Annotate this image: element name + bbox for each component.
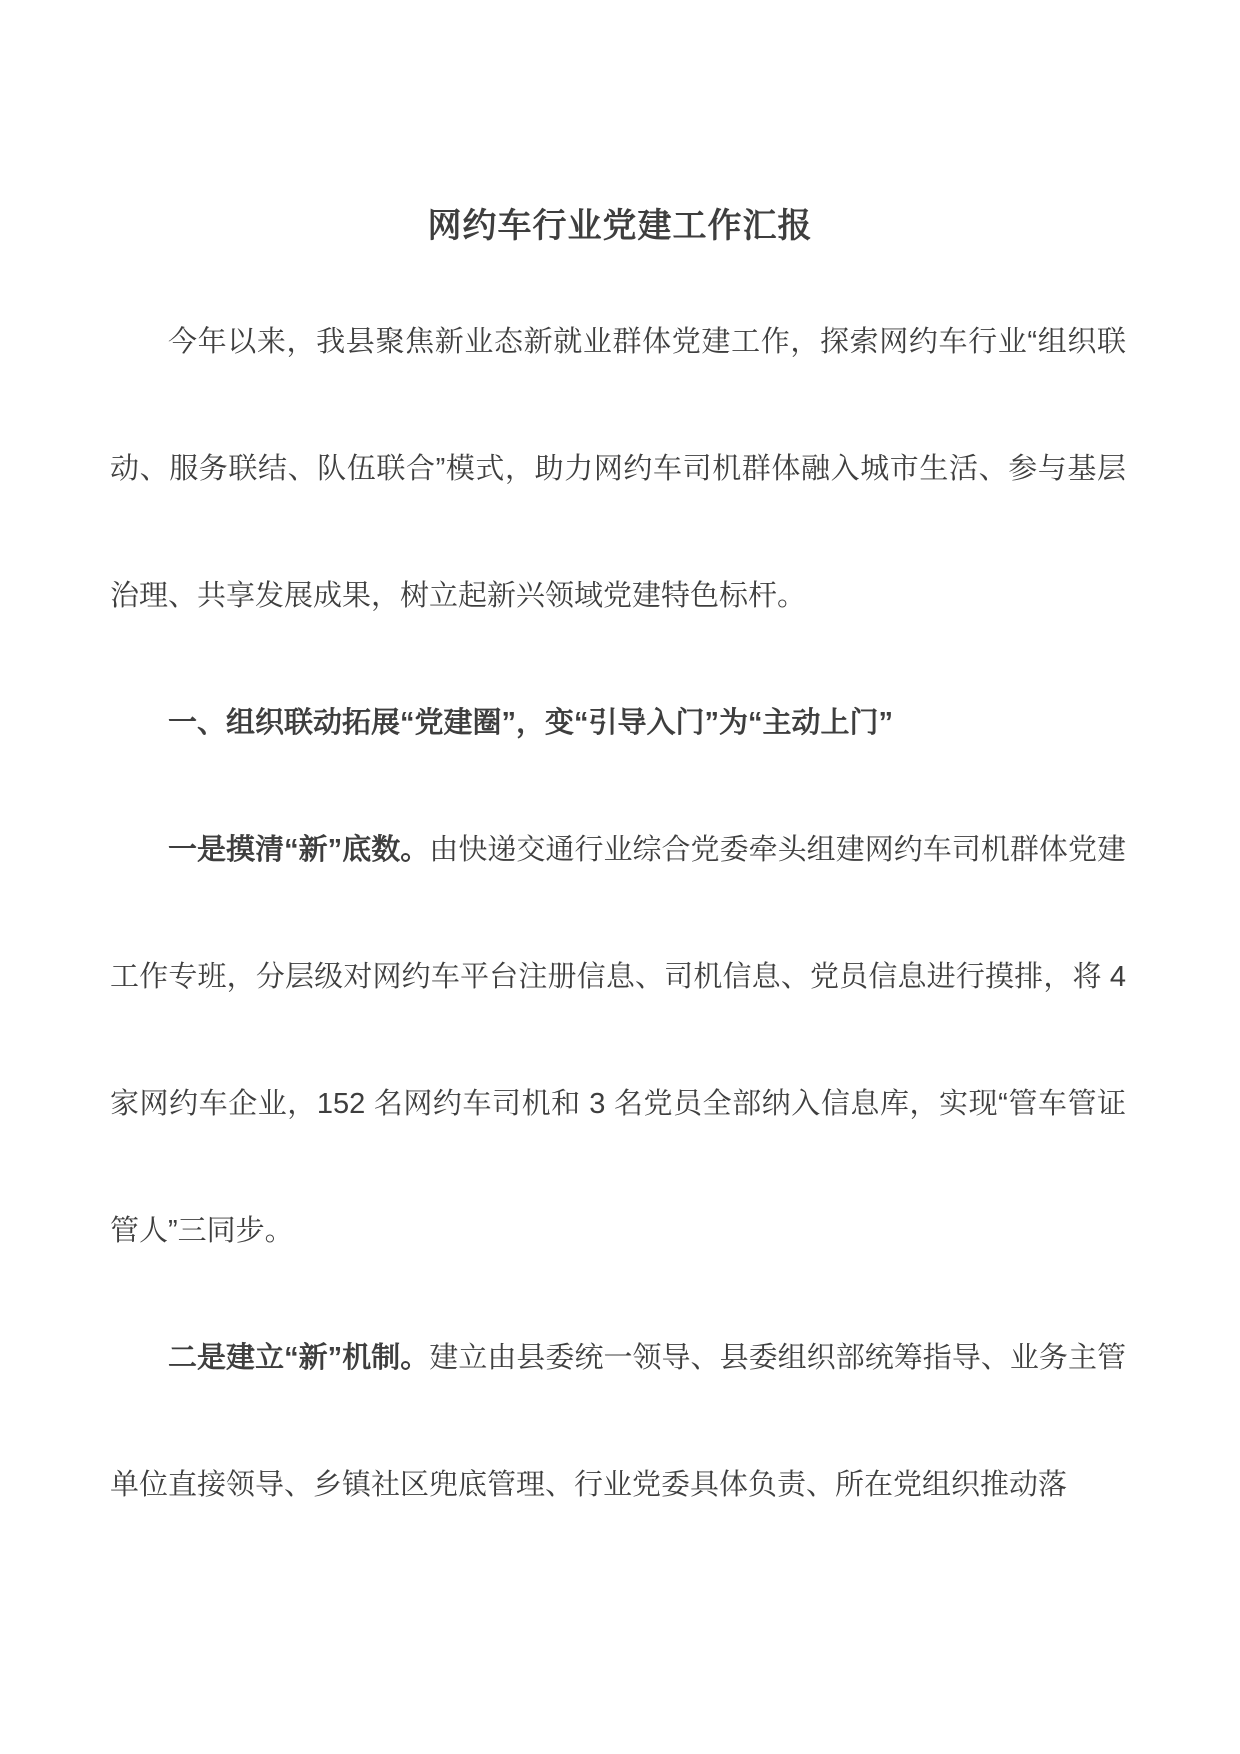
paragraph-point-2-text: 建立由县委统一领导、县委组织部统筹指导、业务主管单位直接领导、乡镇社区兜底管理、行业党委具体负责、所在党组织推动落 [110,1342,1126,1501]
paragraph-point-2 [110,1295,1126,1549]
paragraph-point-1-text: 由快递交通行业综合党委牵头组建网约车司机群体党建工作专班，分层级对网约车平台注册信息、司机信息、党员信息进行摸排，将 4 家网约车企业，152 名网约车司机和 3 名党员全部纳入信息库，实现“管车管证管人”三同步。 [110,834,1126,1247]
section-heading-1-text: 一、组织联动拓展“党建圈”，变“引导入门”为“主动上门” [168,707,894,739]
document-body [0,279,1240,1549]
paragraph-point-1 [110,787,1126,1295]
paragraph-intro-text: 今年以来，我县聚焦新业态新就业群体党建工作，探索网约车行业“组织联动、服务联结、队伍联合”模式，助力网约车司机群体融入城市生活、参与基层治理、共享发展成果，树立起新兴领域党建特色标杆。 [110,326,1126,612]
section-heading-1 [110,660,1126,787]
paragraph-point-2-lead: 二是建立“新”机制。 [168,1342,430,1374]
document-title: 网约车行业党建工作汇报 [427,207,813,245]
paragraph-point-1-lead: 一是摸清“新”底数。 [168,834,430,866]
paragraph-intro [110,279,1126,660]
